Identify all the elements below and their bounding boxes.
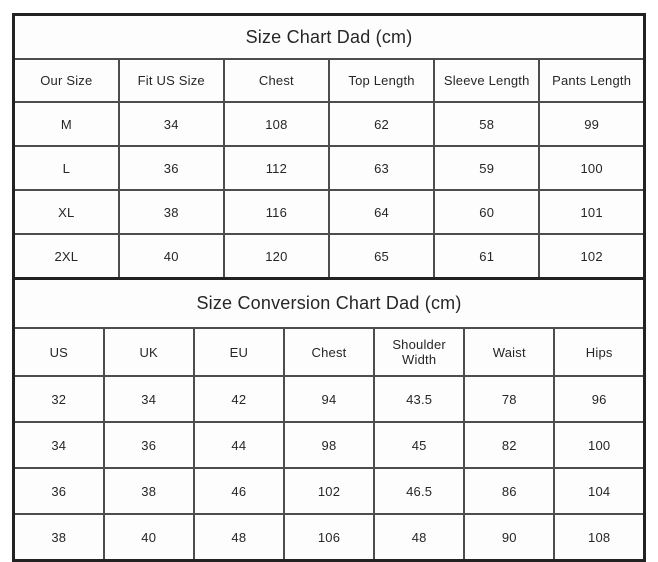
table-cell: 102 — [539, 234, 644, 279]
conversion-chart-body — [14, 376, 645, 561]
size-chart-title-row — [14, 15, 645, 60]
table-cell: 102 — [284, 468, 374, 514]
table-row — [14, 514, 645, 561]
table-cell: 116 — [224, 190, 329, 234]
table-cell: L — [14, 146, 119, 190]
table-cell: 106 — [284, 514, 374, 561]
conversion-chart-header-row — [14, 328, 645, 376]
table-cell: 44 — [194, 422, 284, 468]
table-cell: 48 — [194, 514, 284, 561]
table-cell: 48 — [374, 514, 464, 561]
table-cell: 104 — [554, 468, 644, 514]
table-cell: 46 — [194, 468, 284, 514]
table-cell: M — [14, 102, 119, 146]
table-row — [14, 422, 645, 468]
column-header: Pants Length — [539, 59, 644, 102]
table-row — [14, 376, 645, 422]
table-cell: 36 — [119, 146, 224, 190]
table-row — [14, 102, 645, 146]
table-row — [14, 146, 645, 190]
column-header: Chest — [224, 59, 329, 102]
table-cell: 108 — [554, 514, 644, 561]
table-cell: 98 — [284, 422, 374, 468]
table-cell: 86 — [464, 468, 554, 514]
table-cell: 34 — [119, 102, 224, 146]
table-row — [14, 234, 645, 279]
table-cell: 94 — [284, 376, 374, 422]
table-cell: 78 — [464, 376, 554, 422]
table-cell: 58 — [434, 102, 539, 146]
table-cell: 90 — [464, 514, 554, 561]
column-header: Waist — [464, 328, 554, 376]
table-cell: 65 — [329, 234, 434, 279]
table-cell: 62 — [329, 102, 434, 146]
table-cell: 96 — [554, 376, 644, 422]
table-cell: 101 — [539, 190, 644, 234]
table-cell: 34 — [14, 422, 104, 468]
table-cell: 34 — [104, 376, 194, 422]
table-cell: 61 — [434, 234, 539, 279]
table-cell: 100 — [554, 422, 644, 468]
table-row — [14, 468, 645, 514]
table-cell: 38 — [104, 468, 194, 514]
table-cell: 60 — [434, 190, 539, 234]
table-cell: 43.5 — [374, 376, 464, 422]
table-cell: 100 — [539, 146, 644, 190]
column-header: US — [14, 328, 104, 376]
table-cell: 36 — [14, 468, 104, 514]
table-cell: 38 — [14, 514, 104, 561]
table-cell: 45 — [374, 422, 464, 468]
table-cell: 42 — [194, 376, 284, 422]
column-header: EU — [194, 328, 284, 376]
table-cell: 82 — [464, 422, 554, 468]
column-header: Top Length — [329, 59, 434, 102]
table-row — [14, 190, 645, 234]
column-header: Sleeve Length — [434, 59, 539, 102]
column-header: Fit US Size — [119, 59, 224, 102]
conversion-chart-title-row — [14, 279, 645, 329]
column-header: Hips — [554, 328, 644, 376]
table-cell: 64 — [329, 190, 434, 234]
size-chart-title: Size Chart Dad (cm) — [14, 15, 645, 60]
size-chart-header-row — [14, 59, 645, 102]
size-chart-table — [12, 13, 646, 280]
conversion-chart-table — [12, 277, 646, 562]
table-cell: 120 — [224, 234, 329, 279]
table-cell: 108 — [224, 102, 329, 146]
table-cell: 32 — [14, 376, 104, 422]
column-header: Our Size — [14, 59, 119, 102]
table-cell: 38 — [119, 190, 224, 234]
table-cell: 2XL — [14, 234, 119, 279]
table-cell: XL — [14, 190, 119, 234]
table-cell: 112 — [224, 146, 329, 190]
table-cell: 40 — [119, 234, 224, 279]
column-header: UK — [104, 328, 194, 376]
column-header: Shoulder Width — [374, 328, 464, 376]
table-cell: 40 — [104, 514, 194, 561]
table-cell: 46.5 — [374, 468, 464, 514]
column-header: Chest — [284, 328, 374, 376]
conversion-chart-title: Size Conversion Chart Dad (cm) — [14, 279, 645, 329]
size-chart-body — [14, 102, 645, 279]
table-cell: 36 — [104, 422, 194, 468]
table-cell: 99 — [539, 102, 644, 146]
table-cell: 63 — [329, 146, 434, 190]
table-cell: 59 — [434, 146, 539, 190]
